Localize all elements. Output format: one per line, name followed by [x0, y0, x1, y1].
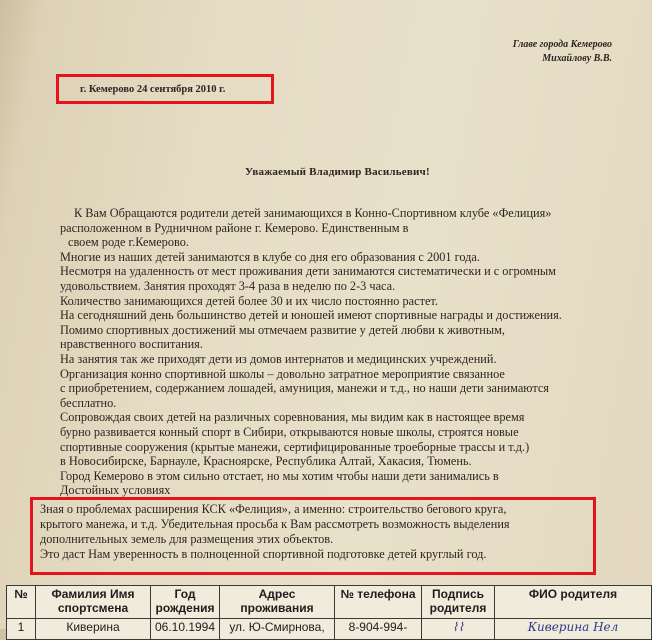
col-parent-name: ФИО родителя — [495, 586, 652, 619]
table-header-row — [7, 586, 652, 619]
body-line: нравственного воспитания. — [60, 337, 203, 352]
body-line: спортивные сооружения (крытые манежи, сертифицированные троеборные трассы и т.д.) — [60, 439, 530, 454]
cell-number: 1 — [7, 619, 36, 640]
request-paragraph — [40, 502, 588, 562]
letter-date: г. Кемерово 24 сентября 2010 г. — [80, 84, 226, 95]
body-line: с приобретением, содержанием лошадей, амуниция, манежи и т.д., но наши дети занимаются — [60, 381, 549, 396]
body-line: Количество занимающихся детей более 30 и их число постоянно растет. — [60, 293, 438, 308]
cell-parent-name: Киверина Нел — [495, 619, 652, 640]
body-line: удовольствием. Занятия проходят 3-4 раза в неделю по 2-3 часа. — [60, 278, 396, 293]
highlight-line: дополнительных земель для размещения этих объектов. — [40, 532, 334, 546]
body-line: К Вам Обращаются родители детей занимающихся в Конно-Спортивном клубе «Фелиция» — [74, 206, 552, 220]
col-birth-year: Год рождения — [151, 586, 220, 619]
body-line: Помимо спортивных достижений мы отмечаем развитие у детей любви к животным, — [60, 322, 505, 337]
table-row — [7, 619, 652, 640]
body-line: Достойных условиях — [60, 483, 171, 498]
col-number: № — [7, 586, 36, 619]
highlight-line: Зная о проблемах расширения КСК «Фелиция», а именно: строительство бегового круга, — [40, 502, 507, 516]
col-sportsman-name: Фамилия Имя спортсмена — [36, 586, 151, 619]
handwritten-signature-icon: ⌇⌇ — [452, 620, 464, 634]
body-line: бурно развивается конный спорт в Сибири, открываются новые школы, строятся новые — [60, 424, 519, 439]
cell-sportsman-name: Киверина — [36, 619, 151, 640]
body-line: Организация конно спортивной школы – довольно затратное мероприятие связанное — [60, 366, 505, 381]
cell-birth-year: 06.10.1994 — [151, 619, 220, 640]
cell-phone: 8-904-994- — [335, 619, 422, 640]
cell-parent-signature — [422, 619, 495, 640]
body-line: На сегодняшний день большинство детей и юношей имеют спортивные награды и достижения. — [60, 308, 562, 323]
highlight-line: Это даст Нам уверенность в полноценной спортивной подготовке детей круглый год. — [40, 547, 487, 561]
body-line: Несмотря на удаленность от мест проживания дети занимаются систематически и с огромным — [60, 264, 556, 279]
body-line: бесплатно. — [60, 395, 117, 410]
body-line: расположенном в Рудничном районе г. Кемерово. Единственным в — [60, 220, 409, 235]
letter-body — [60, 206, 620, 498]
body-line: На занятия так же приходят дети из домов интернатов и медицинских учреждений. — [60, 351, 497, 366]
cell-address: ул. Ю-Смирнова, — [220, 619, 335, 640]
addressee-block — [513, 38, 612, 66]
highlight-line: крытого манежа, и т.д. Убедительная просьба к Вам рассмотреть возможность выделения — [40, 517, 510, 531]
col-parent-signature: Подпись родителя — [422, 586, 495, 619]
body-line: в Новосибирске, Барнауле, Красноярске, Республика Алтай, Хакасия, Тюмень. — [60, 454, 472, 469]
body-line: своем роде г.Кемерово. — [68, 235, 189, 250]
col-phone: № телефона — [335, 586, 422, 619]
salutation: Уважаемый Владимир Васильевич! — [245, 166, 430, 178]
addressee-line: Главе города Кемерово — [512, 39, 612, 50]
addressee-line: Михайлову В.В. — [542, 53, 612, 64]
sportsmen-table — [6, 585, 652, 640]
body-line: Многие из наших детей занимаются в клубе со дня его образования с 2001 года. — [60, 249, 480, 264]
col-address: Адрес проживания — [220, 586, 335, 619]
body-line: Сопровождая своих детей на различных соревнования, мы видим как в настоящее время — [60, 410, 525, 425]
body-line: Город Кемерово в этом сильно отстает, но мы хотим чтобы наши дети занимались в — [60, 468, 499, 483]
